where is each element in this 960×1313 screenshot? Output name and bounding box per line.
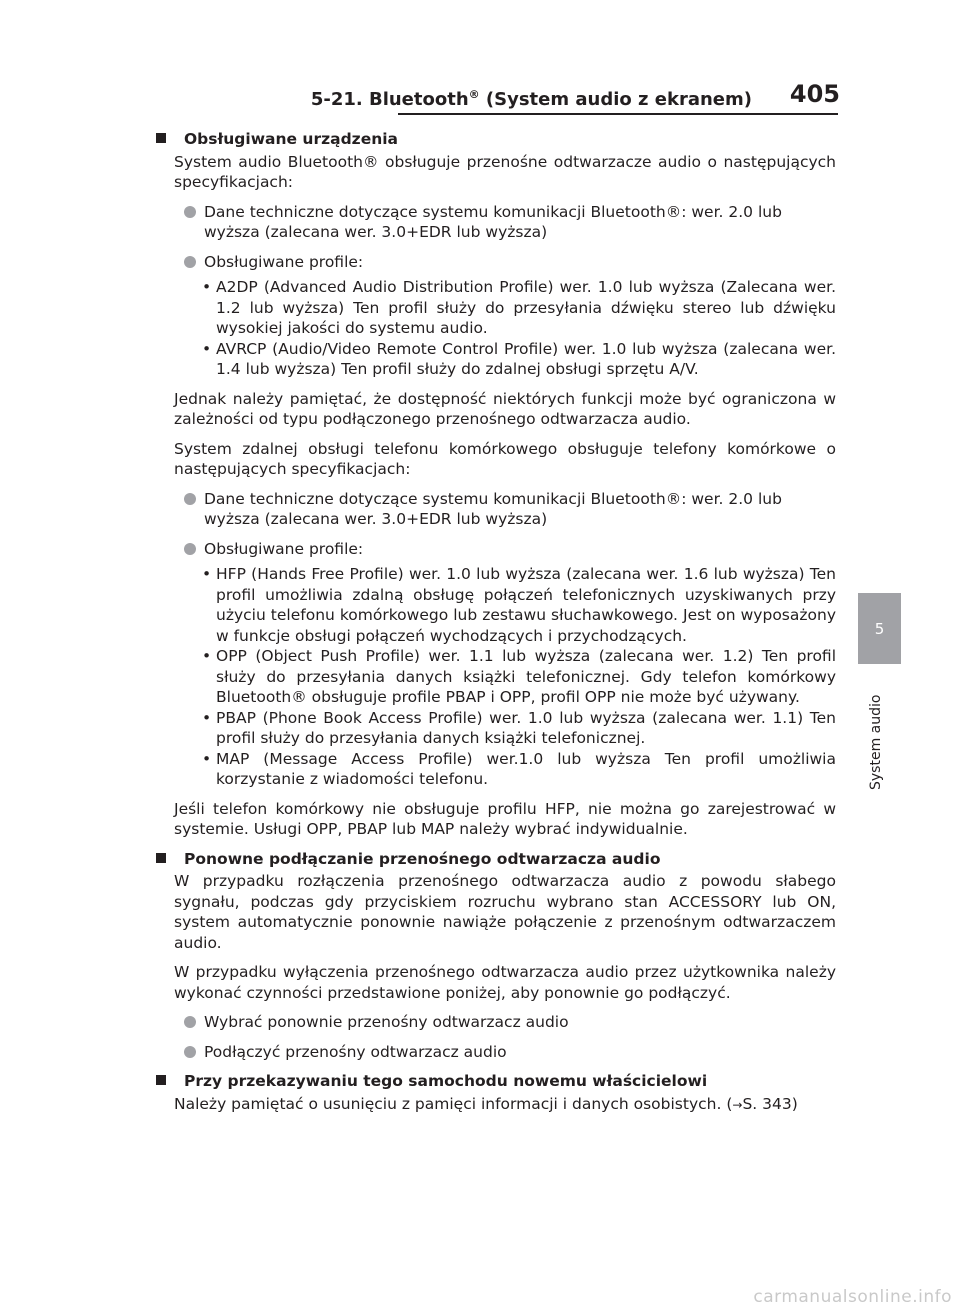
- header-rule: [398, 113, 838, 115]
- chapter-number: 5: [874, 619, 885, 638]
- page-reference-link[interactable]: S. 343): [742, 1094, 798, 1113]
- paragraph: System zdalnej obsługi telefonu komórkowego obsługuje telefony komórkowe o następujących specyfikacjach:: [174, 439, 836, 478]
- arrow-right-icon: →: [732, 1097, 743, 1112]
- circle-bullet-icon: [184, 1016, 196, 1028]
- page-number: 405: [789, 80, 840, 108]
- paragraph: System audio Bluetooth® obsługuje przenośne odtwarzacze audio o następujących specyfikacjach:: [174, 152, 836, 191]
- chapter-tab[interactable]: [858, 593, 901, 664]
- section-heading: Przy przekazywaniu tego samochodu nowemu właścicielowi: [156, 1071, 836, 1092]
- square-bullet-icon: [156, 133, 166, 143]
- list-item: Dane techniczne dotyczące systemu komunikacji Bluetooth®: wer. 2.0 lub wyższa (zalecana wer. 3.0+EDR lub wyższa): [156, 489, 836, 530]
- list-item: Obsługiwane profile:: [156, 539, 836, 560]
- circle-bullet-icon: [184, 256, 196, 268]
- circle-bullet-icon: [184, 543, 196, 555]
- paragraph: W przypadku rozłączenia przenośnego odtwarzacza audio z powodu słabego sygnału, podczas gdy przyciskiem rozruchu wybrano stan ACCESSORY lub ON, system automatycznie ponownie nawiąże połączenie z przenośnym odtwarzaczem audio.: [174, 872, 836, 952]
- profile-list: [156, 564, 836, 790]
- list-item: • HFP (Hands Free Profile) wer. 1.0 lub wyższa (zalecana wer. 1.6 lub wyższa) Ten profil umożliwia zdalną obsługę połączeń telefonicznych uzyskiwanych przy użyciu telefonu komórkowego lub zestawu słuchawkowego. Jest on wyposażony w funkcje obsługi połączeń wychodzących i przychodzących.: [202, 565, 836, 645]
- paragraph: W przypadku wyłączenia przenośnego odtwarzacza audio przez użytkownika należy wykonać czynności przedstawione poniżej, aby ponownie go podłączyć.: [174, 963, 836, 1002]
- square-bullet-icon: [156, 853, 166, 863]
- circle-bullet-icon: [184, 206, 196, 218]
- page-content: [156, 129, 836, 1124]
- list-item: Obsługiwane profile:: [156, 252, 836, 273]
- list-item: Wybrać ponownie przenośny odtwarzacz audio: [156, 1012, 836, 1033]
- running-title: 5-21. Bluetooth® (System audio z ekranem): [310, 88, 752, 110]
- paragraph: Jeśli telefon komórkowy nie obsługuje profilu HFP, nie można go zarejestrować w systemie. Usługi OPP, PBAP lub MAP należy wybrać indywidualnie.: [174, 799, 836, 838]
- section-heading: Obsługiwane urządzenia: [156, 129, 836, 150]
- list-item: Podłączyć przenośny odtwarzacz audio: [156, 1042, 836, 1063]
- square-bullet-icon: [156, 1075, 166, 1085]
- paragraph: Należy pamiętać o usunięciu z pamięci informacji i danych osobistych. (→S. 343): [174, 1094, 798, 1113]
- circle-bullet-icon: [184, 493, 196, 505]
- section-heading: Ponowne podłączanie przenośnego odtwarzacza audio: [156, 849, 836, 870]
- paragraph: Jednak należy pamiętać, że dostępność niektórych funkcji może być ograniczona w zależności od typu podłączonego przenośnego odtwarzacza audio.: [174, 389, 836, 428]
- list-item: • MAP (Message Access Profile) wer.1.0 lub wyższa Ten profil umożliwia korzystanie z wiadomości telefonu.: [202, 749, 836, 788]
- watermark: carmanualsonline.info: [753, 1287, 952, 1307]
- page-header: [0, 0, 960, 118]
- list-item: • PBAP (Phone Book Access Profile) wer. 1.0 lub wyższa (zalecana wer. 1.1) Ten profil służy do przesyłania danych książki telefonicznej.: [202, 708, 836, 747]
- chapter-label: System audio: [868, 694, 884, 790]
- list-item: Dane techniczne dotyczące systemu komunikacji Bluetooth®: wer. 2.0 lub wyższa (zalecana wer. 3.0+EDR lub wyższa): [156, 202, 836, 243]
- list-item: • OPP (Object Push Profile) wer. 1.1 lub wyższa (zalecana wer. 1.2) Ten profil służy do przesyłania danych książki telefonicznej. Gdy telefon komórkowy Bluetooth® obsługuje profile PBAP i OPP, profil OPP nie może być używany.: [202, 647, 836, 706]
- circle-bullet-icon: [184, 1046, 196, 1058]
- list-item: • AVRCP (Audio/Video Remote Control Profile) wer. 1.0 lub wyższa (zalecana wer. 1.4 lub wyższa) Ten profil służy do zdalnej obsługi sprzętu A/V.: [202, 339, 836, 378]
- profile-list: [156, 277, 836, 380]
- list-item: • A2DP (Advanced Audio Distribution Profile) wer. 1.0 lub wyższa (Zalecana wer. 1.2 lub wyższa) Ten profil służy do przesyłania dźwięku stereo lub dźwięku wysokiej jakości do systemu audio.: [202, 278, 836, 337]
